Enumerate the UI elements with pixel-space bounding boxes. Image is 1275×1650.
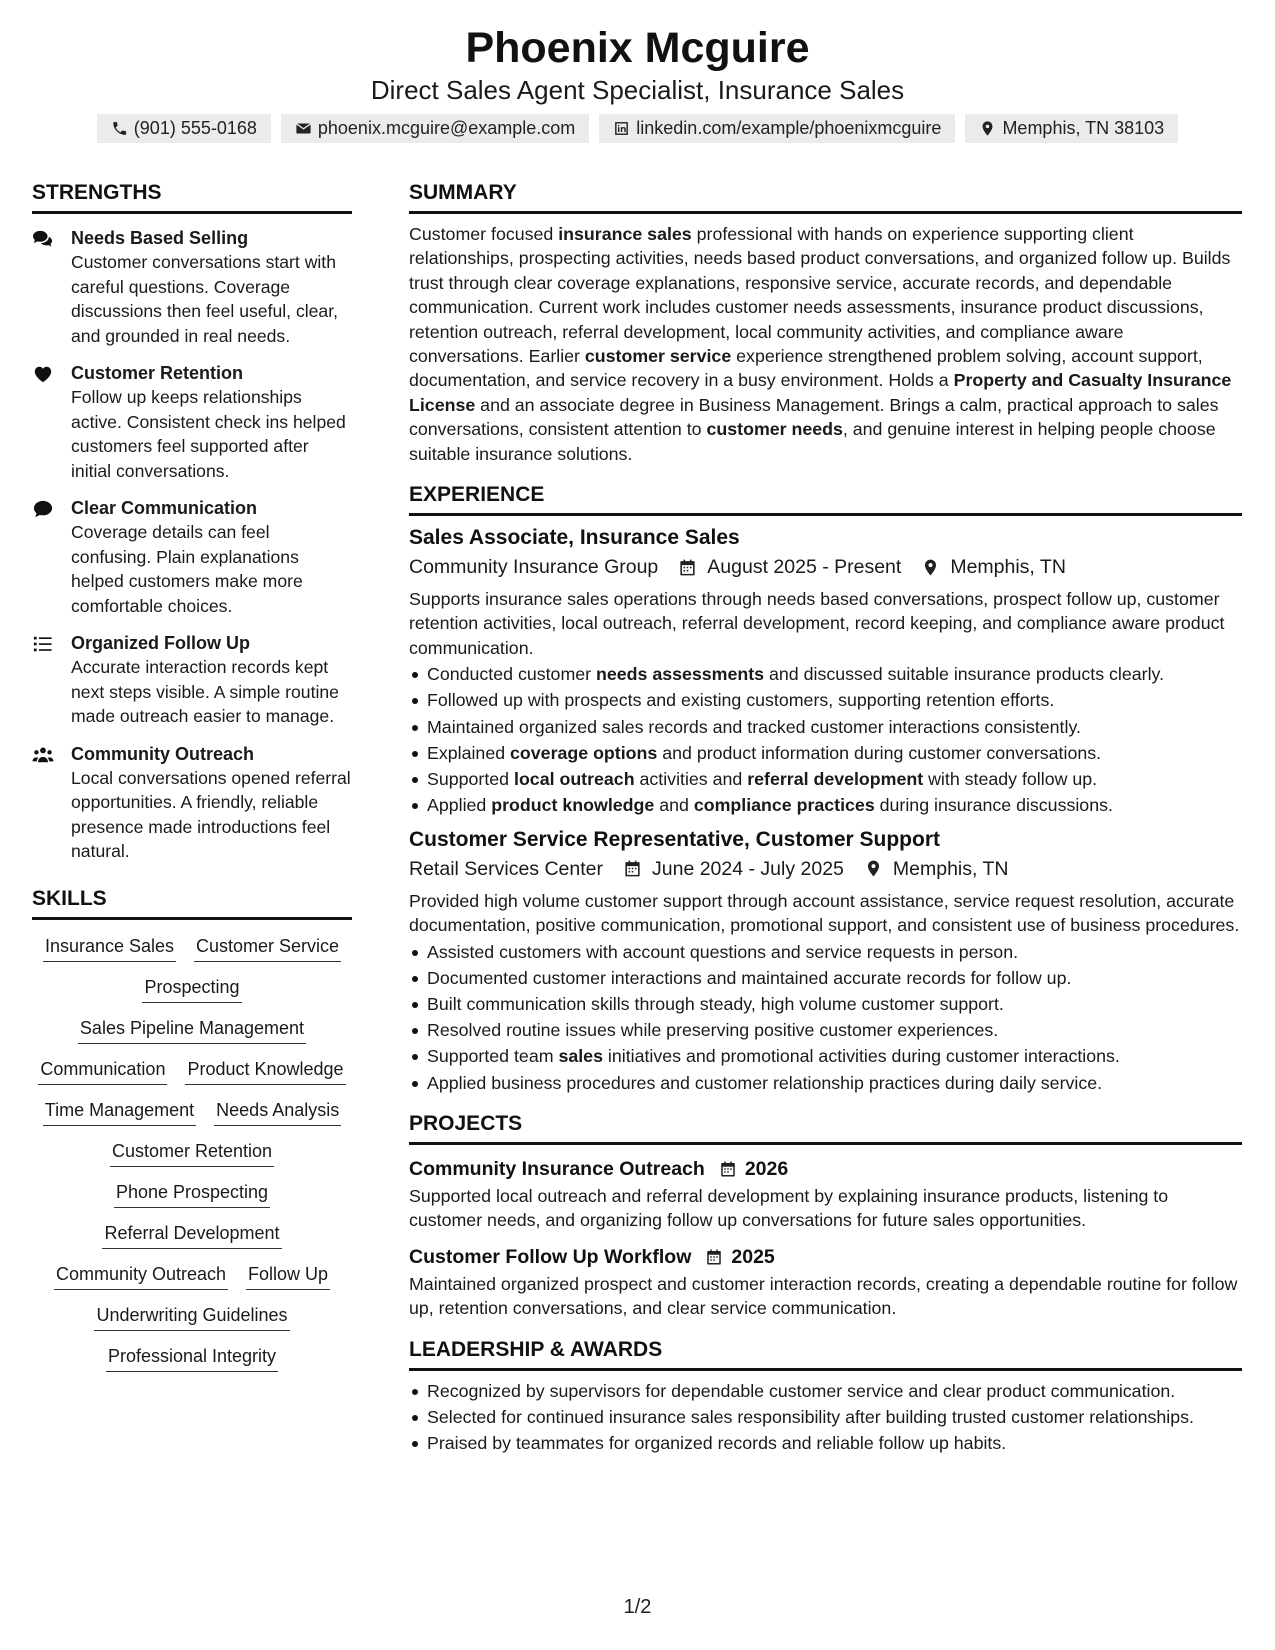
contact-linkedin[interactable] <box>599 114 955 143</box>
job-title: Customer Service Representative, Customer Support <box>409 827 940 851</box>
strength-desc: Follow up keeps relationships active. Consistent check ins helped customers feel supported after initial conversations. <box>71 387 346 481</box>
envelope-icon <box>295 120 312 137</box>
project-description: Maintained organized prospect and customer interaction records, creating a dependable routine for follow up, retention conversations, and clear service communication. <box>409 1273 1238 1319</box>
strength-title: Community Outreach <box>71 743 255 764</box>
job-company: Retail Services Center <box>409 857 603 880</box>
skill-tag: Customer Service <box>194 934 341 962</box>
bullet-item: Documented customer interactions and maintained accurate records for follow up. <box>409 966 1242 990</box>
bullet-item: Applied business procedures and customer relationship practices during daily service. <box>409 1071 1242 1095</box>
project-header <box>409 1244 1242 1270</box>
skill-tag: Needs Analysis <box>214 1098 341 1126</box>
strength-desc: Accurate interaction records kept next steps visible. A simple routine made outreach easier to manage. <box>71 657 339 726</box>
project-description: Supported local outreach and referral development by explaining insurance products, listening to customer needs, and organizing follow up conversations for future sales opportunities. <box>409 1185 1169 1231</box>
resume-header <box>0 22 1275 143</box>
strength-item <box>32 496 352 618</box>
linkedin-text: linkedin.com/example/phoenixmcguire <box>636 118 942 138</box>
strength-desc: Local conversations opened referral opportunities. A friendly, reliable presence made introductions feel natural. <box>71 767 351 861</box>
bullet-item: Resolved routine issues while preserving positive customer experiences. <box>409 1018 1242 1042</box>
location-pin-icon <box>864 859 883 878</box>
bullet-item: Recognized by supervisors for dependable customer service and clear product communication. <box>409 1379 1242 1403</box>
phone-icon <box>111 120 128 137</box>
calendar-icon <box>719 1160 737 1178</box>
strength-item <box>32 631 352 729</box>
phone-text: (901) 555-0168 <box>133 118 257 138</box>
skills-list <box>32 934 352 1372</box>
job-description: Supports insurance sales operations through needs based conversations, prospect follow up, customer retention activities, local outreach, referral development, record keeping, and compliance aware product communication. <box>409 589 1225 658</box>
list-icon <box>32 634 54 654</box>
skill-tag: Prospecting <box>142 975 241 1003</box>
job-meta <box>409 855 1242 883</box>
bullet-item: Maintained organized sales records and tracked customer interactions consistently. <box>409 715 1242 739</box>
job-entry <box>409 524 1242 818</box>
skills-heading: SKILLS <box>32 884 352 920</box>
strength-desc: Coverage details can feel confusing. Plain explanations helped customers make more comfortable choices. <box>71 522 303 616</box>
left-column <box>32 178 352 1372</box>
calendar-icon <box>678 558 697 577</box>
location-pin-icon <box>921 558 940 577</box>
bullet-item: Supported team sales initiatives and promotional activities during customer interactions. <box>409 1044 1242 1068</box>
bullet-item: Selected for continued insurance sales responsibility after building trusted customer relationships. <box>409 1405 1242 1429</box>
strength-desc: Customer conversations start with careful questions. Coverage discussions then feel useful, clear, and grounded in real needs. <box>71 252 338 346</box>
bullet-item: Explained coverage options and product information during customer conversations. <box>409 741 1242 765</box>
strength-item <box>32 742 352 864</box>
comments-icon <box>32 229 54 249</box>
skill-tag: Product Knowledge <box>185 1057 345 1085</box>
job-bullets <box>409 940 1242 1095</box>
strength-title: Clear Communication <box>71 498 258 518</box>
calendar-icon <box>705 1248 723 1266</box>
contact-email[interactable] <box>281 114 589 143</box>
skill-tag: Phone Prospecting <box>114 1180 270 1208</box>
skill-tag: Follow Up <box>246 1262 330 1290</box>
skill-tag: Referral Development <box>102 1221 281 1249</box>
bullet-item: Supported local outreach activities and referral development with steady follow up. <box>409 767 1242 791</box>
strength-item <box>32 361 352 483</box>
job-dates: August 2025 - Present <box>707 556 902 579</box>
calendar-icon <box>623 859 642 878</box>
skill-tag: Customer Retention <box>110 1139 274 1167</box>
bullet-item: Conducted customer needs assessments and discussed suitable insurance products clearly. <box>409 662 1242 686</box>
project-header <box>409 1156 1242 1182</box>
skill-tag: Professional Integrity <box>106 1344 278 1372</box>
strengths-heading: STRENGTHS <box>32 178 352 214</box>
job-meta <box>409 553 1242 581</box>
project-year: 2025 <box>731 1245 775 1268</box>
project-name: Customer Follow Up Workflow <box>409 1245 692 1268</box>
job-bullets <box>409 662 1242 817</box>
bullet-item: Assisted customers with account questions and service requests in person. <box>409 940 1242 964</box>
candidate-name: Phoenix Mcguire <box>465 24 810 72</box>
project-year: 2026 <box>744 1157 789 1180</box>
bullet-item: Praised by teammates for organized records and reliable follow up habits. <box>409 1431 1242 1455</box>
people-group-icon <box>32 745 54 765</box>
job-dates: June 2024 - July 2025 <box>652 857 844 880</box>
strength-title: Organized Follow Up <box>71 633 250 653</box>
heart-icon <box>32 364 54 384</box>
job-title: Sales Associate, Insurance Sales <box>409 526 740 550</box>
contact-phone[interactable] <box>97 114 271 143</box>
linkedin-icon <box>613 120 630 137</box>
job-location: Memphis, TN <box>950 556 1066 579</box>
skill-tag: Community Outreach <box>54 1262 228 1290</box>
project-entry <box>409 1244 1242 1321</box>
leadership-heading: LEADERSHIP & AWARDS <box>409 1335 1242 1371</box>
job-entry <box>409 826 1242 1095</box>
skill-tag: Underwriting Guidelines <box>94 1303 289 1331</box>
bullet-item: Applied product knowledge and compliance practices during insurance discussions. <box>409 793 1242 817</box>
email-text: phoenix.mcguire@example.com <box>317 118 576 138</box>
projects-heading: PROJECTS <box>409 1109 1242 1145</box>
skill-tag: Insurance Sales <box>43 934 176 962</box>
summary-text: Customer focused insurance sales professional with hands on experience supporting client relationships, prospecting activities, needs based product conversations, and organized follow up. Builds trust through clear coverage explanations, responsive service, accurate records, and dependable communication. Current work includes customer needs assessments, insurance product discussions, retention outreach, referral development, local community activities, and compliance aware conversations. Earlier customer service experience strengthened problem solving, account support, documentation, and service recovery in a busy environment. Holds a Property and Casualty Insurance License and an associate degree in Business Management. Brings a calm, practical approach to sales conversations, consistent attention to customer needs, and genuine interest in helping people choose suitable insurance solutions. <box>409 224 1232 464</box>
job-company: Community Insurance Group <box>409 556 659 579</box>
strength-title: Customer Retention <box>71 363 244 383</box>
location-pin-icon <box>979 120 996 137</box>
skill-tag: Time Management <box>43 1098 196 1126</box>
location-text: Memphis, TN 38103 <box>1002 118 1165 138</box>
strength-item <box>32 226 352 348</box>
job-description: Provided high volume customer support through account assistance, service request resolution, accurate documentation, positive communication, promotional support, and consistent use of business procedures. <box>409 890 1240 936</box>
skill-tag: Sales Pipeline Management <box>78 1016 306 1044</box>
skill-tag: Communication <box>38 1057 167 1085</box>
comment-icon <box>32 499 54 519</box>
page-number: 1/2 <box>623 1596 652 1618</box>
bullet-item: Followed up with prospects and existing customers, supporting retention efforts. <box>409 688 1242 712</box>
project-name: Community Insurance Outreach <box>409 1157 705 1180</box>
project-entry <box>409 1156 1242 1233</box>
contact-bar <box>0 114 1275 143</box>
right-column <box>409 178 1242 1455</box>
contact-location <box>965 114 1178 143</box>
summary-heading: SUMMARY <box>409 178 1242 214</box>
candidate-headline: Direct Sales Agent Specialist, Insurance Sales <box>370 75 905 105</box>
bullet-item: Built communication skills through steady, high volume customer support. <box>409 992 1242 1016</box>
job-location: Memphis, TN <box>892 857 1009 880</box>
experience-heading: EXPERIENCE <box>409 480 1242 516</box>
leadership-list <box>409 1379 1242 1456</box>
strengths-list <box>32 226 352 864</box>
strength-title: Needs Based Selling <box>71 228 249 248</box>
